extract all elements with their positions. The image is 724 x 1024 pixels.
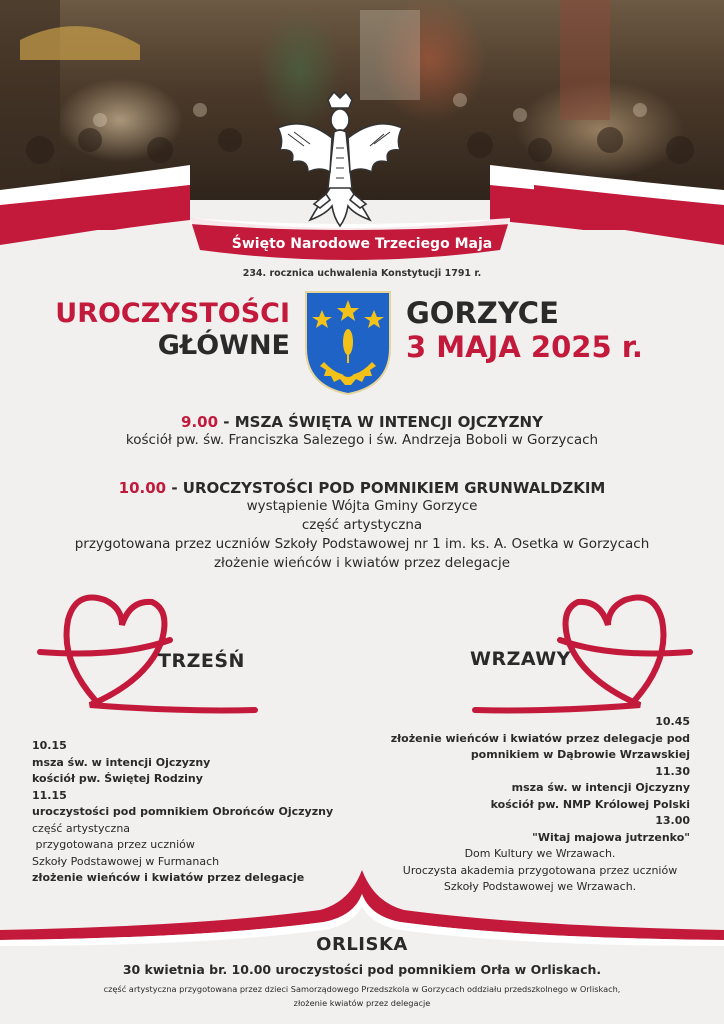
right-column-heading: WRZAWY [470, 648, 571, 670]
right-column-line: 10.45 [655, 715, 690, 728]
right-column-line: pomnikiem w Dąbrowie Wrzawskiej [470, 748, 690, 761]
event-mass [0, 413, 724, 450]
event-monument-line: wystąpienie Wójta Gminy Gorzyce [246, 498, 478, 514]
event-mass-location: kościół pw. św. Franciszka Salezego i św. Andrzeja Boboli w Gorzycach [125, 432, 599, 448]
right-column-line: msza św. w intencji Ojczyzny [511, 781, 690, 794]
event-monument-title: - UROCZYSTOŚCI POD POMNIKIEM GRUNWALDZKIM [166, 479, 606, 497]
title-left-line1: UROCZYSTOŚCI [55, 298, 290, 329]
left-column-line: 10.15 [32, 739, 67, 752]
coat-of-arms-icon [304, 290, 392, 396]
white-eagle-icon [274, 88, 406, 238]
left-column-line: msza św. w intencji Ojczyzny [32, 755, 211, 769]
title-left-line2: GŁÓWNE [157, 330, 290, 361]
right-column-line: Szkoły Podstawowej we Wrzawach. [443, 880, 637, 893]
event-monument [0, 479, 724, 573]
left-column-line: przygotowana przez uczniów [32, 838, 195, 851]
left-column-line: Szkoły Podstawowej w Furmanach [32, 854, 220, 868]
right-column-line: 13.00 [655, 814, 690, 827]
right-column-line: Dom Kultury we Wrzawach. [464, 847, 616, 860]
left-column-heading: TRZEŚŃ [158, 650, 245, 672]
left-column-line: złożenie wieńców i kwiatów przez delegacje [32, 871, 305, 884]
left-column-line: 11.15 [32, 788, 67, 802]
right-column-line: 11.30 [655, 764, 690, 778]
left-column-line: kościół pw. Świętej Rodziny [32, 772, 203, 785]
title-left [20, 298, 290, 362]
right-column-line: kościół pw. NMP Królowej Polski [490, 797, 690, 811]
right-column-line: "Witaj majowa jutrzenko" [532, 830, 690, 844]
anniversary-subtitle: 234. rocznica uchwalenia Konstytucji 1791 r. [242, 268, 482, 279]
footer-line3: złożenie kwiatów przez delegacje [293, 998, 431, 1008]
footer-main-line: 30 kwietnia br. 10.00 uroczystości pod pomnikiem Orła w Orliskach. [122, 962, 602, 977]
event-monument-line: część artystyczna [301, 517, 423, 533]
footer-line2: część artystyczna przygotowana przez dzieci Samorządowego Przedszkola w Gorzycach oddziału przedszkolnego w Orliskach, [103, 984, 621, 994]
left-column-line: uroczystości pod pomnikiem Obrońców Ojczyzny [32, 805, 334, 818]
left-column-line: część artystyczna [32, 821, 131, 835]
event-monument-time: 10.00 [118, 479, 167, 497]
event-mass-title: - MSZA ŚWIĘTA W INTENCJI OJCZYZNY [218, 413, 543, 431]
event-mass-time: 9.00 [181, 413, 219, 431]
right-column-line: Uroczysta akademia przygotowana przez uczniów [402, 863, 678, 877]
title-right-line1: GORZYCE [406, 296, 559, 330]
title-right [406, 296, 716, 364]
event-monument-line: przygotowana przez uczniów Szkoły Podstawowej nr 1 im. ks. A. Osetka w Gorzycach [74, 536, 650, 552]
footer-heading: ORLISKA [316, 934, 408, 955]
right-column-line: złożenie wieńców i kwiatów przez delegacje pod [390, 731, 690, 745]
title-right-line2: 3 MAJA 2025 r. [406, 330, 643, 364]
ribbon-text: Święto Narodowe Trzeciego Maja [231, 236, 493, 252]
event-monument-line: złożenie wieńców i kwiatów przez delegacje [213, 555, 511, 571]
